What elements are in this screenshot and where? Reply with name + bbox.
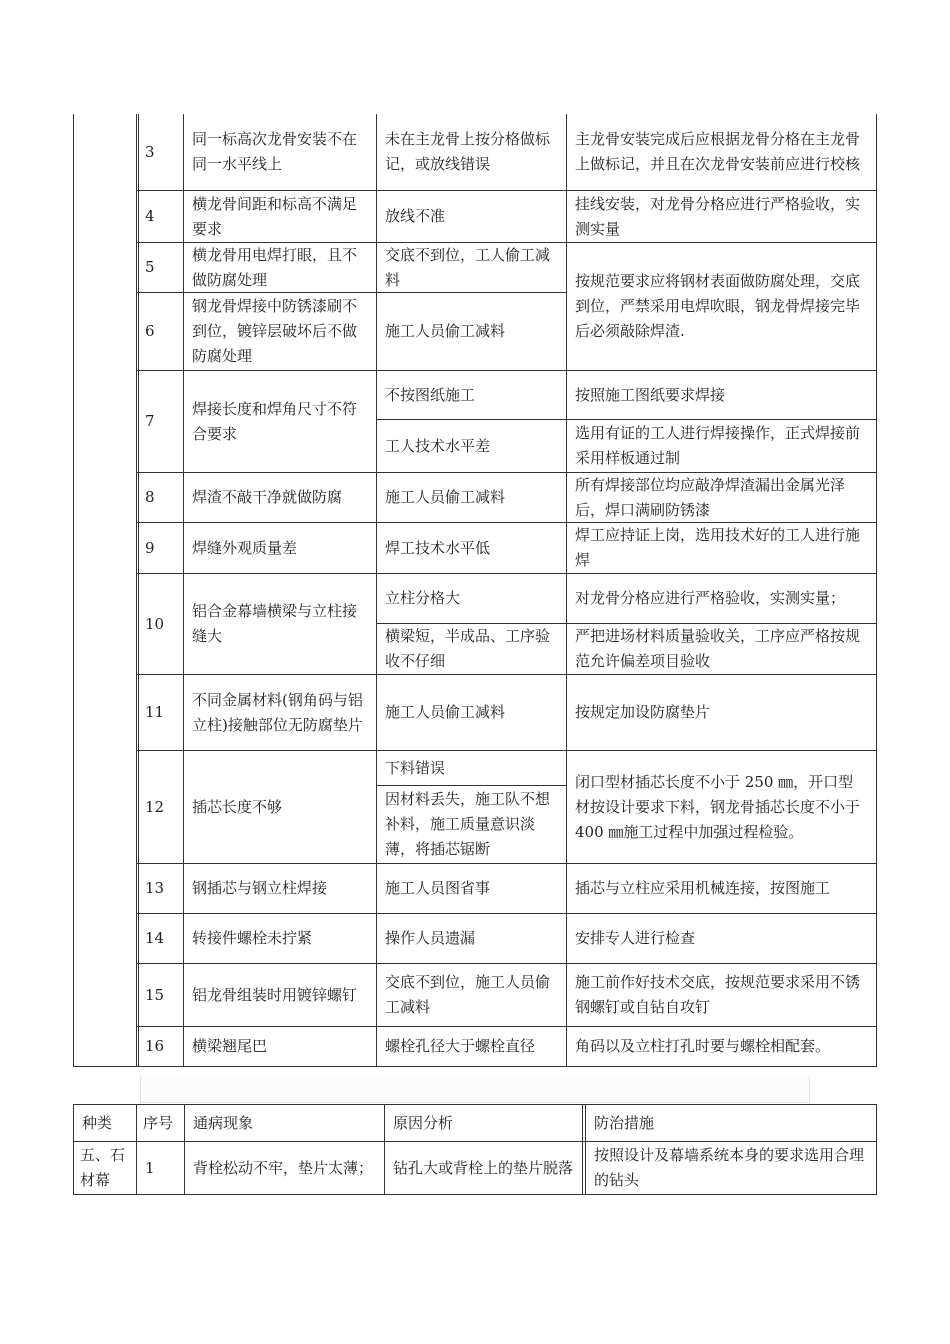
prevention-measure: 所有焊接部位均应敲净焊渣漏出金属光泽后，焊口满刷防锈漆 <box>575 475 846 519</box>
row-number: 4 <box>145 207 155 225</box>
cause-analysis: 横梁短，半成品、工序验收不仔细 <box>385 627 551 670</box>
row-number: 16 <box>145 1037 165 1055</box>
row-number: 13 <box>145 879 165 897</box>
cause-analysis: 立柱分格大 <box>385 589 461 607</box>
prevention-measure: 按照施工图纸要求焊接 <box>575 385 726 404</box>
cause-analysis: 交底不到位，工人偷工减料 <box>385 245 551 289</box>
category-cell: 五、石材幕 <box>80 1146 126 1189</box>
cause-analysis: 施工人员偷工减料 <box>385 703 506 721</box>
header-measure: 防治措施 <box>594 1113 655 1132</box>
cause-analysis: 工人技术水平差 <box>385 436 491 455</box>
prevention-measure: 挂线安装，对龙骨分格应进行严格验收，实测实量 <box>575 194 861 238</box>
row-number: 7 <box>145 412 155 430</box>
defect-phenomenon: 转接件螺栓未拧紧 <box>192 929 313 947</box>
prevention-measure: 按规定加设防腐垫片 <box>575 703 711 721</box>
cause-analysis: 交底不到位，施工人员偷工减料 <box>385 973 551 1016</box>
row-number: 12 <box>145 797 165 816</box>
prevention-measure: 严把进场材料质量验收关，工序应严格按规范允许偏差项目验收 <box>575 627 861 670</box>
cause-analysis: 施工人员偷工减料 <box>385 322 506 340</box>
cause-analysis: 操作人员遗漏 <box>385 929 476 947</box>
page-break-separator <box>140 1076 810 1103</box>
header-category: 种类 <box>82 1113 113 1132</box>
defect-phenomenon: 同一标高次龙骨安装不在同一水平线上 <box>192 130 358 173</box>
defect-phenomenon: 横龙骨间距和标高不满足要求 <box>192 194 358 238</box>
prevention-measure-merged: 按规范要求应将钢材表面做防腐处理，交底到位，严禁采用电焊吹眼，钢龙骨焊接完毕后必须敲除焊渣. <box>575 272 861 340</box>
defect-phenomenon: 铝龙骨组装时用镀锌螺钉 <box>192 985 358 1004</box>
row-number: 15 <box>145 985 165 1004</box>
defect-phenomenon: 钢龙骨焊接中防锈漆刷不到位，镀锌层破坏后不做防腐处理 <box>192 297 358 365</box>
defect-phenomenon: 背栓松动不牢，垫片太薄； <box>193 1158 374 1177</box>
row-number: 11 <box>145 703 165 721</box>
defect-phenomenon: 横梁翘尾巴 <box>192 1037 268 1055</box>
prevention-measure: 角码以及立柱打孔时要与螺栓相配套。 <box>575 1037 831 1055</box>
row-number: 6 <box>145 322 155 340</box>
row-number: 9 <box>145 538 155 557</box>
cause-analysis: 施工人员偷工减料 <box>385 488 506 506</box>
prevention-measure: 焊工应持证上岗，选用技术好的工人进行施焊 <box>575 526 861 569</box>
cause-analysis: 下料错误 <box>385 758 446 777</box>
prevention-measure: 闭口型材插芯长度不小于 250 ㎜，开口型材按设计要求下料，钢龙骨插芯长度不小于 400 ㎜施工过程中加强过程检验。 <box>575 772 861 841</box>
cause-analysis: 焊工技术水平低 <box>385 538 491 557</box>
header-number: 序号 <box>143 1113 174 1132</box>
row-number: 1 <box>145 1158 155 1177</box>
cause-analysis: 不按图纸施工 <box>385 385 476 404</box>
prevention-measure: 对龙骨分格应进行严格验收，实测实量； <box>575 589 846 607</box>
cause-analysis: 钻孔大或背栓上的垫片脱落 <box>393 1158 574 1177</box>
defect-phenomenon: 横龙骨用电焊打眼，且不做防腐处理 <box>192 245 358 289</box>
defect-phenomenon: 插芯长度不够 <box>192 797 283 816</box>
cause-analysis: 放线不准 <box>385 207 446 225</box>
cause-analysis: 因材料丢失，施工队不想补料，施工质量意识淡薄，将插芯锯断 <box>385 790 551 858</box>
defect-phenomenon: 焊渣不敲干净就做防腐 <box>192 488 343 506</box>
cause-analysis: 未在主龙骨上按分格做标记，或放线错误 <box>385 130 551 173</box>
defect-phenomenon: 钢插芯与钢立柱焊接 <box>192 879 328 897</box>
defect-phenomenon: 铝合金幕墙横梁与立柱接缝大 <box>192 602 358 645</box>
cause-analysis: 螺栓孔径大于螺栓直径 <box>385 1037 536 1055</box>
row-number: 8 <box>145 488 155 506</box>
prevention-measure: 按照设计及幕墙系统本身的要求选用合理的钻头 <box>594 1146 865 1189</box>
header-phenomenon: 通病现象 <box>193 1113 254 1132</box>
prevention-measure: 主龙骨安装完成后应根据龙骨分格在主龙骨上做标记，并且在次龙骨安装前应进行校核 <box>575 130 861 173</box>
row-number: 10 <box>145 614 165 633</box>
prevention-measure: 插芯与立柱应采用机械连接，按图施工 <box>575 879 831 897</box>
defect-phenomenon: 焊缝外观质量差 <box>192 538 298 557</box>
row-number: 5 <box>145 258 155 276</box>
defect-phenomenon: 不同金属材料(钢角码与铝立柱)接触部位无防腐垫片 <box>192 690 363 734</box>
prevention-measure: 选用有证的工人进行焊接操作，正式焊接前采用样板通过制 <box>575 424 861 467</box>
cause-analysis: 施工人员图省事 <box>385 879 491 897</box>
header-cause: 原因分析 <box>393 1113 454 1132</box>
defect-phenomenon: 焊接长度和焊角尺寸不符合要求 <box>192 399 358 443</box>
row-number: 3 <box>145 142 155 161</box>
row-number: 14 <box>145 929 165 947</box>
prevention-measure: 施工前作好技术交底，按规范要求采用不锈钢螺钉或自钻自攻钉 <box>575 973 861 1016</box>
prevention-measure: 安排专人进行检查 <box>575 929 696 947</box>
